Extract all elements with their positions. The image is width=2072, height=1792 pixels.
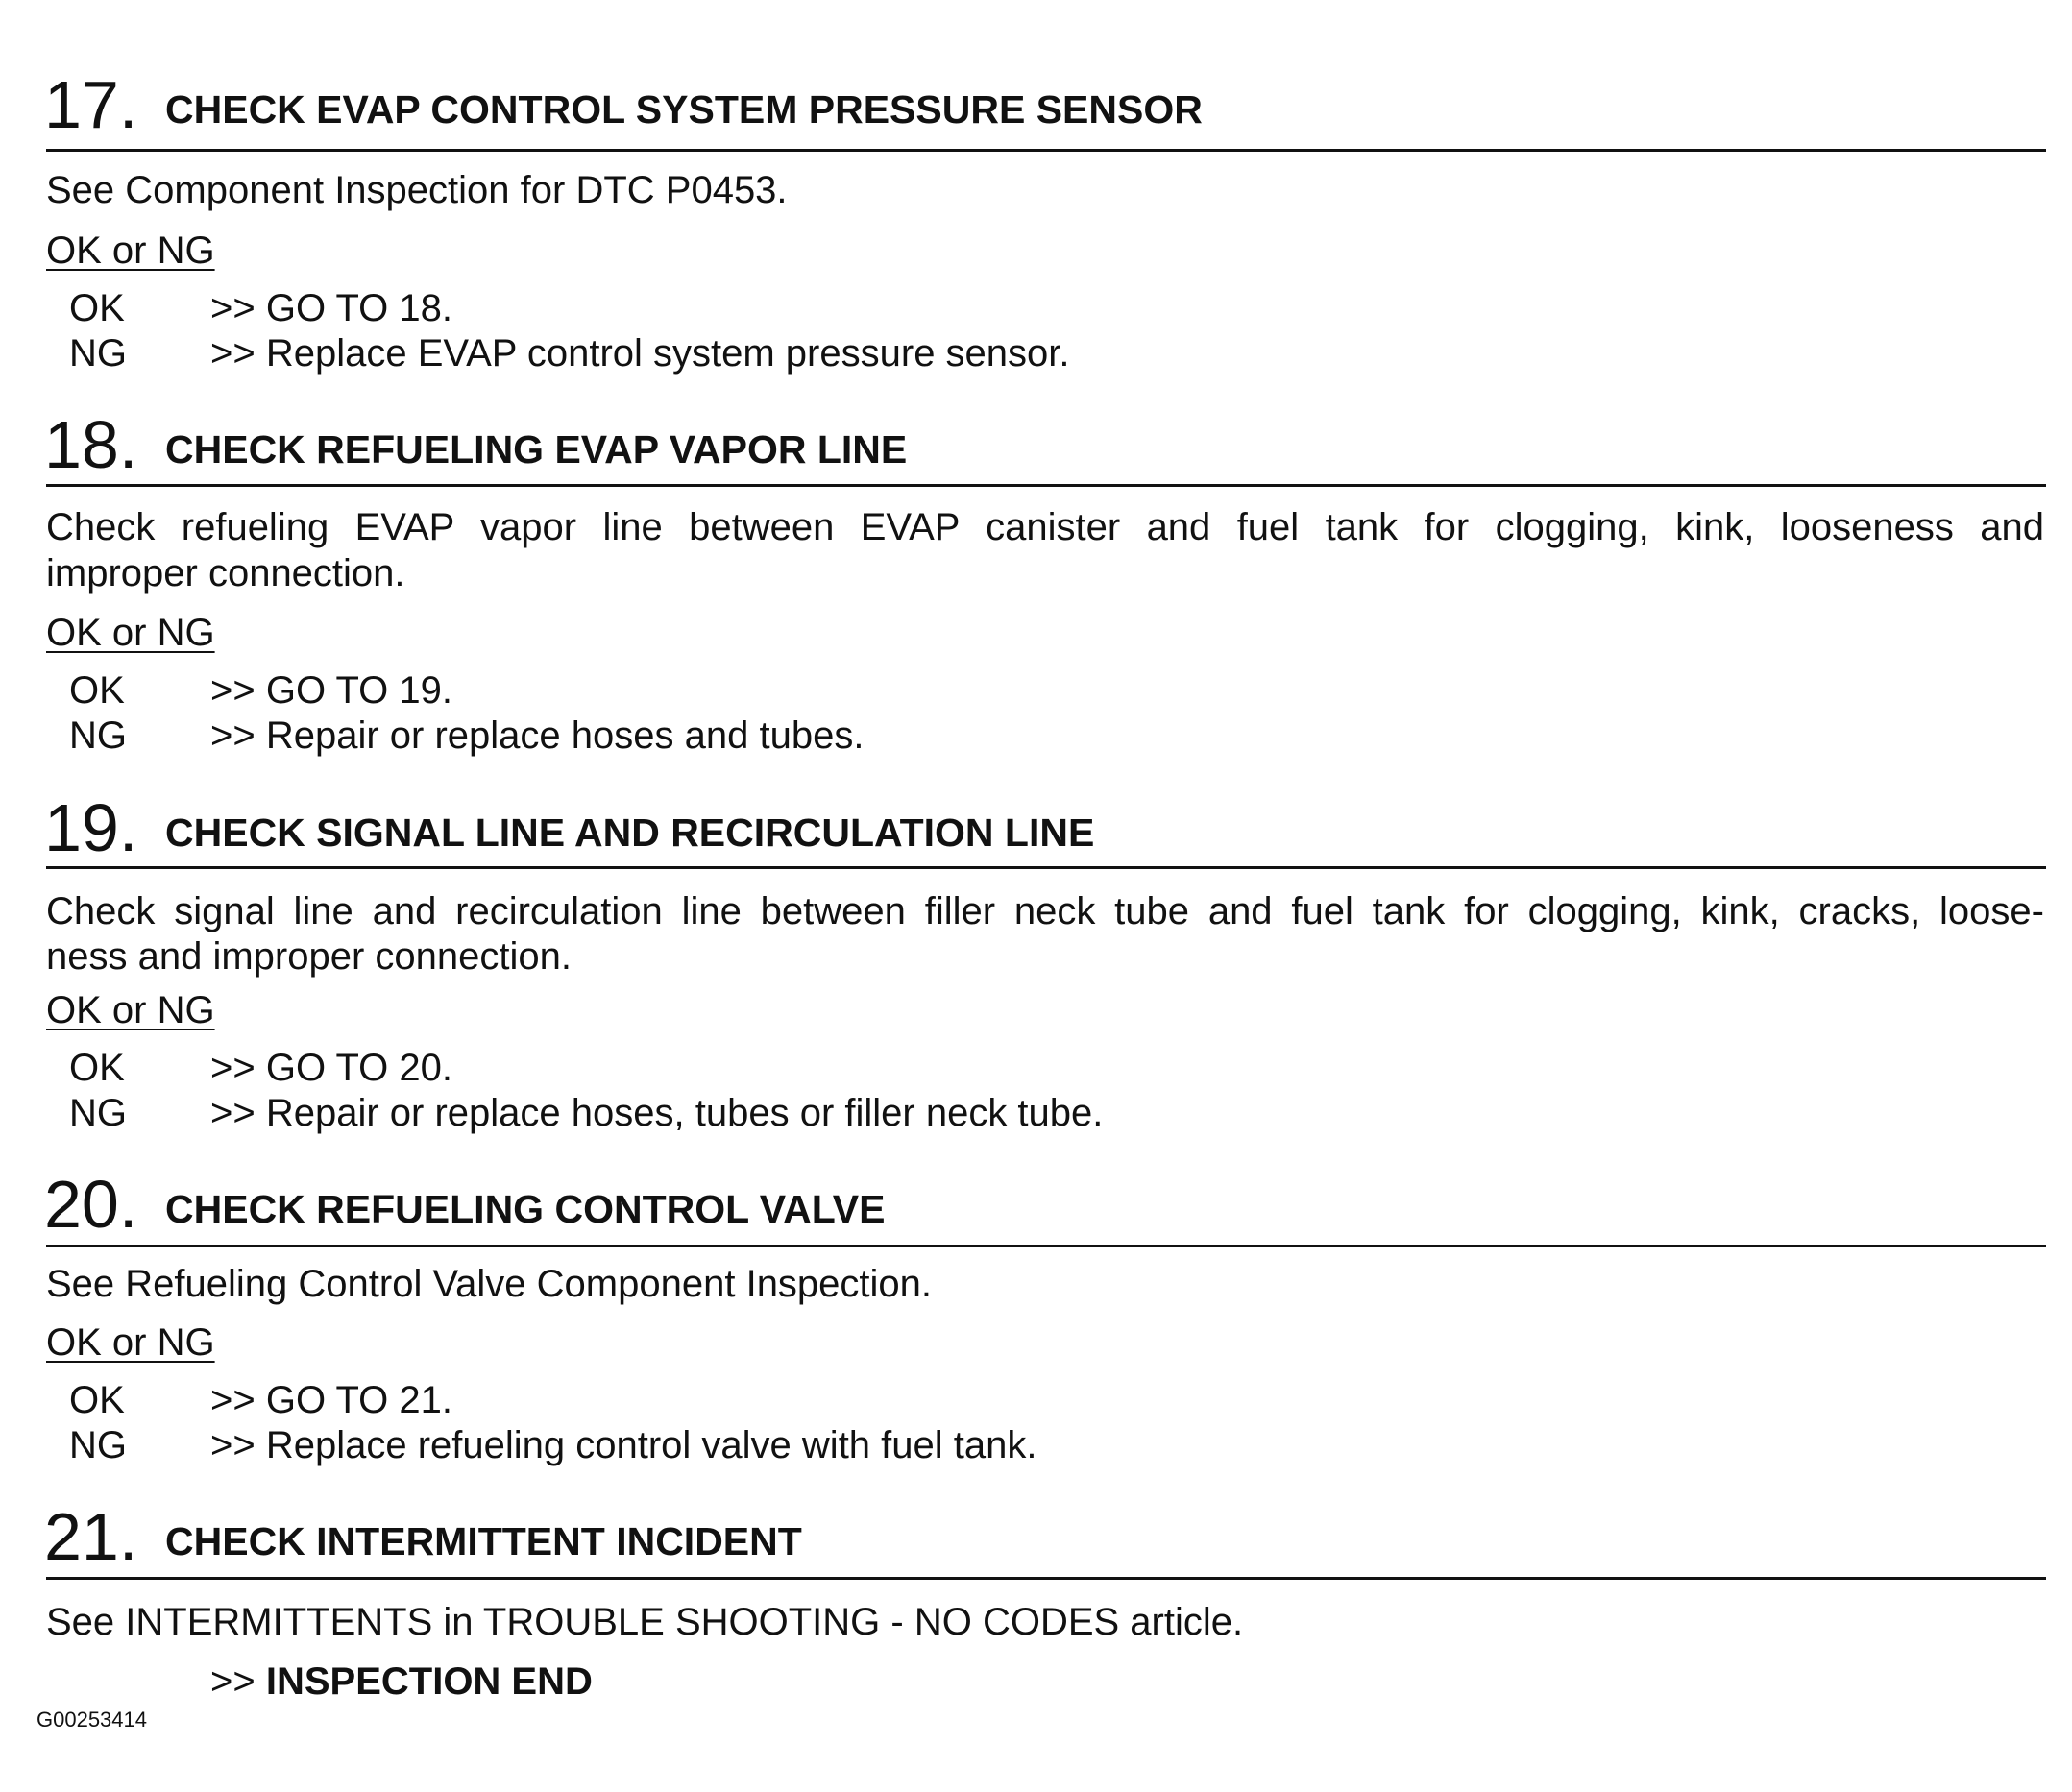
step-number: 18.	[44, 407, 138, 482]
step-number: 21.	[44, 1499, 138, 1574]
instruction-text: See Component Inspection for DTC P0453.	[46, 169, 788, 211]
step-title: CHECK REFUELING EVAP VAPOR LINE	[165, 427, 908, 472]
section-divider	[46, 1245, 2046, 1247]
section-divider	[46, 149, 2046, 152]
instruction-text: Check refueling EVAP vapor line between EVAP canister and fuel tank for clogging, kink, looseness and	[46, 506, 2044, 548]
result-label: NG	[69, 714, 127, 757]
result-label: OK	[69, 1047, 125, 1089]
result-action: >> Replace refueling control valve with fuel tank.	[210, 1424, 1037, 1466]
ok-or-ng-label: OK or NG	[46, 230, 215, 272]
section-divider	[46, 484, 2046, 487]
result-action: >> GO TO 20.	[210, 1047, 452, 1089]
ok-or-ng-label: OK or NG	[46, 989, 215, 1031]
step-number: 19.	[44, 790, 138, 865]
result-action: >> Repair or replace hoses and tubes.	[210, 714, 865, 757]
instruction-text: improper connection.	[46, 552, 405, 594]
result-label: OK	[69, 669, 125, 712]
section-divider	[46, 866, 2046, 869]
step-number: 20.	[44, 1167, 138, 1242]
instruction-text: See INTERMITTENTS in TROUBLE SHOOTING - NO CODES article.	[46, 1601, 1244, 1643]
result-label: NG	[69, 1424, 127, 1466]
step-number: 17.	[44, 67, 138, 142]
result-label: NG	[69, 1092, 127, 1134]
instruction-text: ness and improper connection.	[46, 935, 572, 978]
result-action: >> GO TO 19.	[210, 669, 452, 712]
section-divider	[46, 1577, 2046, 1580]
step-title: CHECK REFUELING CONTROL VALVE	[165, 1187, 886, 1231]
figure-code: G00253414	[37, 1707, 147, 1731]
ok-or-ng-label: OK or NG	[46, 612, 215, 654]
step-title: CHECK INTERMITTENT INCIDENT	[165, 1519, 802, 1563]
inspection-end	[210, 1662, 593, 1701]
instruction-text: Check signal line and recirculation line between filler neck tube and fuel tank for clogging, kink, cracks, loose-	[46, 890, 2044, 932]
end-label: INSPECTION END	[265, 1660, 593, 1703]
result-action: >> Repair or replace hoses, tubes or filler neck tube.	[210, 1092, 1104, 1134]
step-title: CHECK EVAP CONTROL SYSTEM PRESSURE SENSOR	[165, 87, 1203, 132]
result-label: NG	[69, 332, 127, 375]
ok-or-ng-label: OK or NG	[46, 1321, 215, 1364]
instruction-text: See Refueling Control Valve Component Inspection.	[46, 1263, 933, 1305]
end-prefix: >>	[210, 1660, 256, 1703]
result-label: OK	[69, 287, 125, 329]
result-action: >> GO TO 21.	[210, 1379, 452, 1421]
result-action: >> Replace EVAP control system pressure sensor.	[210, 332, 1070, 375]
step-title: CHECK SIGNAL LINE AND RECIRCULATION LINE	[165, 811, 1095, 855]
result-label: OK	[69, 1379, 125, 1421]
result-action: >> GO TO 18.	[210, 287, 452, 329]
